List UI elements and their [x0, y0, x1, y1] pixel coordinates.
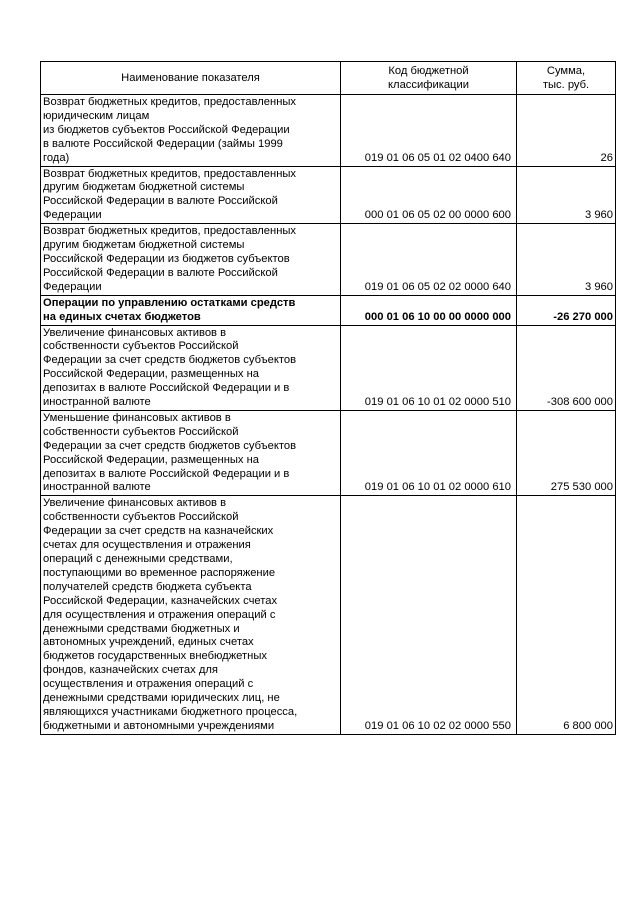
amount-cell: -308 600 000	[517, 325, 616, 410]
budget-sources-table	[40, 61, 616, 735]
amount-cell: -26 270 000	[517, 295, 616, 325]
table-row	[41, 325, 616, 410]
table-row-section-total	[41, 295, 616, 325]
amount-cell: 3 960	[517, 224, 616, 296]
indicator-name-cell: Уменьшение финансовых активов в собственности субъектов Российской Федерации за счет средств бюджетов субъектов Российской Федерации, размещенных на депозитах в валюте Российской Федерации и в иностранной валюте	[41, 410, 341, 495]
table-body	[41, 95, 616, 735]
indicator-name-cell: Операции по управлению остатками средств на единых счетах бюджетов	[41, 295, 341, 325]
table-row	[41, 496, 616, 734]
table-row	[41, 224, 616, 296]
budget-code-cell: 019 01 06 10 02 02 0000 550	[341, 496, 517, 734]
table-header-row	[41, 62, 616, 95]
indicator-name-cell: Увеличение финансовых активов в собственности субъектов Российской Федерации за счет средств на казначейских счетах для осуществления и отражения операций с денежными средствами, поступающими во временное распоряжение получателей средств бюджета субъекта Российской Федерации, казначейских счетах для осуществления и отражения операций с денежными средствами бюджетных и автономных учреждений, единых счетах бюджетов государственных внебюджетных фондов, казначейских счетах для осуществления и отражения операций с денежными средствами юридических лиц, не являющихся участниками бюджетного процесса, бюджетными и автономными учреждениями	[41, 496, 341, 734]
header-indicator-name: Наименование показателя	[41, 62, 341, 95]
indicator-name-cell: Возврат бюджетных кредитов, предоставленных другим бюджетам бюджетной системы Российской Федерации из бюджетов субъектов Российской Федерации в валюте Российской Федерации	[41, 224, 341, 296]
indicator-name-cell: Увеличение финансовых активов в собственности субъектов Российской Федерации за счет средств бюджетов субъектов Российской Федерации, размещенных на депозитах в валюте Российской Федерации и в иностранной валюте	[41, 325, 341, 410]
table-row	[41, 95, 616, 167]
amount-cell: 275 530 000	[517, 410, 616, 495]
budget-code-cell: 019 01 06 10 01 02 0000 510	[341, 325, 517, 410]
budget-code-cell: 019 01 06 10 01 02 0000 610	[341, 410, 517, 495]
table-row	[41, 410, 616, 495]
header-amount: Сумма, тыс. руб.	[517, 62, 616, 95]
budget-code-cell: 019 01 06 05 01 02 0400 640	[341, 95, 517, 167]
indicator-name-cell: Возврат бюджетных кредитов, предоставленных юридическим лицам из бюджетов субъектов Российской Федерации в валюте Российской Федерации (займы 1999 года)	[41, 95, 341, 167]
amount-cell: 26	[517, 95, 616, 167]
amount-cell: 3 960	[517, 166, 616, 224]
budget-code-cell: 019 01 06 05 02 02 0000 640	[341, 224, 517, 296]
amount-cell: 6 800 000	[517, 496, 616, 734]
budget-code-cell: 000 01 06 05 02 00 0000 600	[341, 166, 517, 224]
indicator-name-cell: Возврат бюджетных кредитов, предоставленных другим бюджетам бюджетной системы Российской Федерации в валюте Российской Федерации	[41, 166, 341, 224]
budget-code-cell: 000 01 06 10 00 00 0000 000	[341, 295, 517, 325]
table-row	[41, 166, 616, 224]
header-budget-code: Код бюджетной классификации	[341, 62, 517, 95]
